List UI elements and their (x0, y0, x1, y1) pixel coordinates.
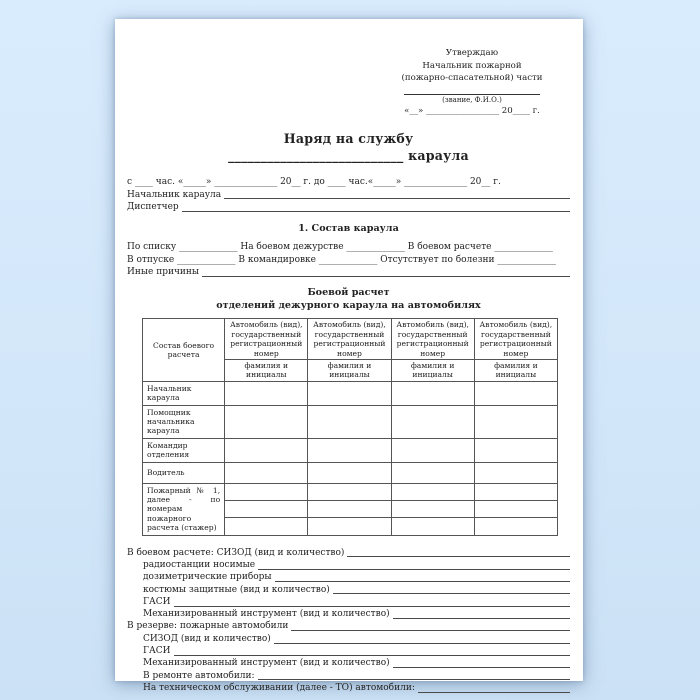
blank-line (174, 654, 570, 656)
equipment-line (127, 633, 570, 645)
blank-line (347, 555, 570, 557)
blank-line (275, 580, 570, 582)
blank-line (291, 629, 570, 631)
document-title (127, 130, 570, 164)
equipment-label: На техническом обслуживании (далее - ТО) автомобили: (143, 682, 415, 693)
row-label: Пожарный № 1, далее - по номерам пожарного расчета (стажер) (143, 483, 225, 535)
equipment-line (127, 584, 570, 596)
approval-line: (пожарно-спасательной) части (401, 73, 543, 84)
dispatcher-label: Диспетчер (127, 201, 179, 212)
dispatcher-line (127, 201, 570, 213)
blank-line (258, 678, 570, 680)
combat-equipment-lead-label: В боевом расчете: СИЗОД (вид и количество) (127, 547, 345, 558)
empty-cell (308, 483, 391, 500)
empty-cell (225, 483, 308, 500)
empty-cell (391, 500, 474, 517)
empty-cell (308, 518, 391, 535)
crew-composition-header: Состав боевого расчета (143, 319, 225, 381)
equipment-line (127, 682, 570, 694)
blank-line (202, 275, 570, 277)
other-reasons-label: Иные причины (127, 266, 200, 277)
equipment-line (127, 657, 570, 669)
blank-line (418, 691, 570, 693)
section1-block (127, 241, 570, 278)
equipment-label: ГАСИ (143, 646, 171, 657)
blank-line (393, 666, 570, 668)
combat-equipment-lead-line (127, 547, 570, 559)
vehicle-column-header: Автомобиль (вид), государственный регистрационный номер (391, 319, 474, 360)
approval-line: Начальник пожарной (422, 60, 522, 71)
empty-cell (391, 438, 474, 462)
table-row (143, 483, 558, 500)
equipment-label: В ремонте автомобили: (143, 670, 255, 681)
blank-line (393, 617, 570, 619)
signature-blank-line (404, 86, 540, 95)
vehicle-column-header: Автомобиль (вид), государственный регистрационный номер (308, 319, 391, 360)
approval-date-line: «__» _________________ 20____ г. (404, 105, 540, 116)
reserve-equipment-lead-label: В резерве: пожарные автомобили (127, 621, 289, 632)
equipment-line (127, 596, 570, 608)
empty-cell (474, 462, 557, 483)
name-subheader: фамилия и инициалы (391, 359, 474, 381)
empty-cell (225, 438, 308, 462)
approval-block (396, 47, 548, 117)
blank-line (224, 197, 570, 199)
crew-table (142, 318, 558, 535)
table-title (127, 287, 570, 312)
equipment-label: радиостанции носимые (143, 559, 256, 570)
blank-line (174, 605, 570, 607)
reserve-equipment-lead-line (127, 620, 570, 632)
blank-line (258, 568, 570, 570)
other-reasons-line (127, 266, 570, 278)
section1-heading: 1. Состав караула (298, 223, 399, 235)
equipment-line (127, 608, 570, 620)
empty-cell (474, 483, 557, 500)
empty-cell (308, 381, 391, 405)
equipment-block (127, 547, 570, 695)
guard-chief-label: Начальник караула (127, 189, 222, 200)
empty-cell (308, 438, 391, 462)
empty-cell (474, 405, 557, 438)
empty-cell (474, 438, 557, 462)
empty-cell (391, 518, 474, 535)
service-period-line: с ____ час. «_____» ______________ 20__ г. до ____ час.«_____» ______________ 20__ г. (127, 177, 501, 188)
empty-cell (308, 405, 391, 438)
name-subheader: фамилия и инициалы (474, 359, 557, 381)
table-row (143, 462, 558, 483)
vehicle-column-header: Автомобиль (вид), государственный регистрационный номер (474, 319, 557, 360)
empty-cell (391, 483, 474, 500)
table-row (143, 405, 558, 438)
equipment-line (127, 670, 570, 682)
empty-cell (225, 462, 308, 483)
empty-cell (308, 462, 391, 483)
guard-chief-line (127, 189, 570, 201)
empty-cell (225, 381, 308, 405)
table-row (143, 381, 558, 405)
equipment-label: СИЗОД (вид и количество) (143, 633, 271, 644)
blank-line (182, 210, 570, 212)
name-subheader: фамилия и инициалы (308, 359, 391, 381)
empty-cell (391, 462, 474, 483)
personnel-counts-line1: По списку _____________ На боевом дежурстве _____________ В боевом расчете _____________ (127, 242, 553, 253)
empty-cell (474, 381, 557, 405)
empty-cell (391, 381, 474, 405)
empty-cell (225, 500, 308, 517)
empty-cell (225, 405, 308, 438)
row-label: Помощник начальника караула (143, 405, 225, 438)
equipment-label: ГАСИ (143, 596, 171, 607)
empty-cell (225, 518, 308, 535)
table-row (143, 438, 558, 462)
approval-line: Утверждаю (445, 48, 499, 58)
equipment-label: костюмы защитные (вид и количество) (143, 584, 330, 595)
blank-line (274, 642, 570, 644)
equipment-label: Механизированный инструмент (вид и количество) (143, 609, 390, 620)
blank-line (333, 592, 570, 594)
document-title-line2: ___________________________ караула (228, 148, 469, 164)
equipment-line (127, 559, 570, 571)
equipment-line (127, 571, 570, 583)
name-subheader: фамилия и инициалы (225, 359, 308, 381)
intro-block (127, 176, 570, 213)
equipment-label: Механизированный инструмент (вид и количество) (143, 658, 390, 669)
personnel-counts-line2: В отпуске _____________ В командировке _____________ Отсутствует по болезни _____________ (127, 254, 556, 265)
equipment-line (127, 645, 570, 657)
signature-caption: (звание, Ф.И.О.) (442, 95, 502, 104)
empty-cell (391, 405, 474, 438)
document-content (115, 19, 583, 693)
row-label: Начальник караула (143, 381, 225, 405)
empty-cell (474, 500, 557, 517)
table-title-line1: Боевой расчет (307, 287, 390, 299)
equipment-label: дозиметрические приборы (143, 572, 272, 583)
empty-cell (308, 500, 391, 517)
vehicle-column-header: Автомобиль (вид), государственный регистрационный номер (225, 319, 308, 360)
document-title-line1: Наряд на службу (283, 131, 414, 147)
empty-cell (474, 518, 557, 535)
document-page (115, 19, 583, 693)
row-label: Водитель (143, 462, 225, 483)
table-title-line2: отделений дежурного караула на автомобилях (216, 299, 481, 311)
row-label: Командир отделения (143, 438, 225, 462)
